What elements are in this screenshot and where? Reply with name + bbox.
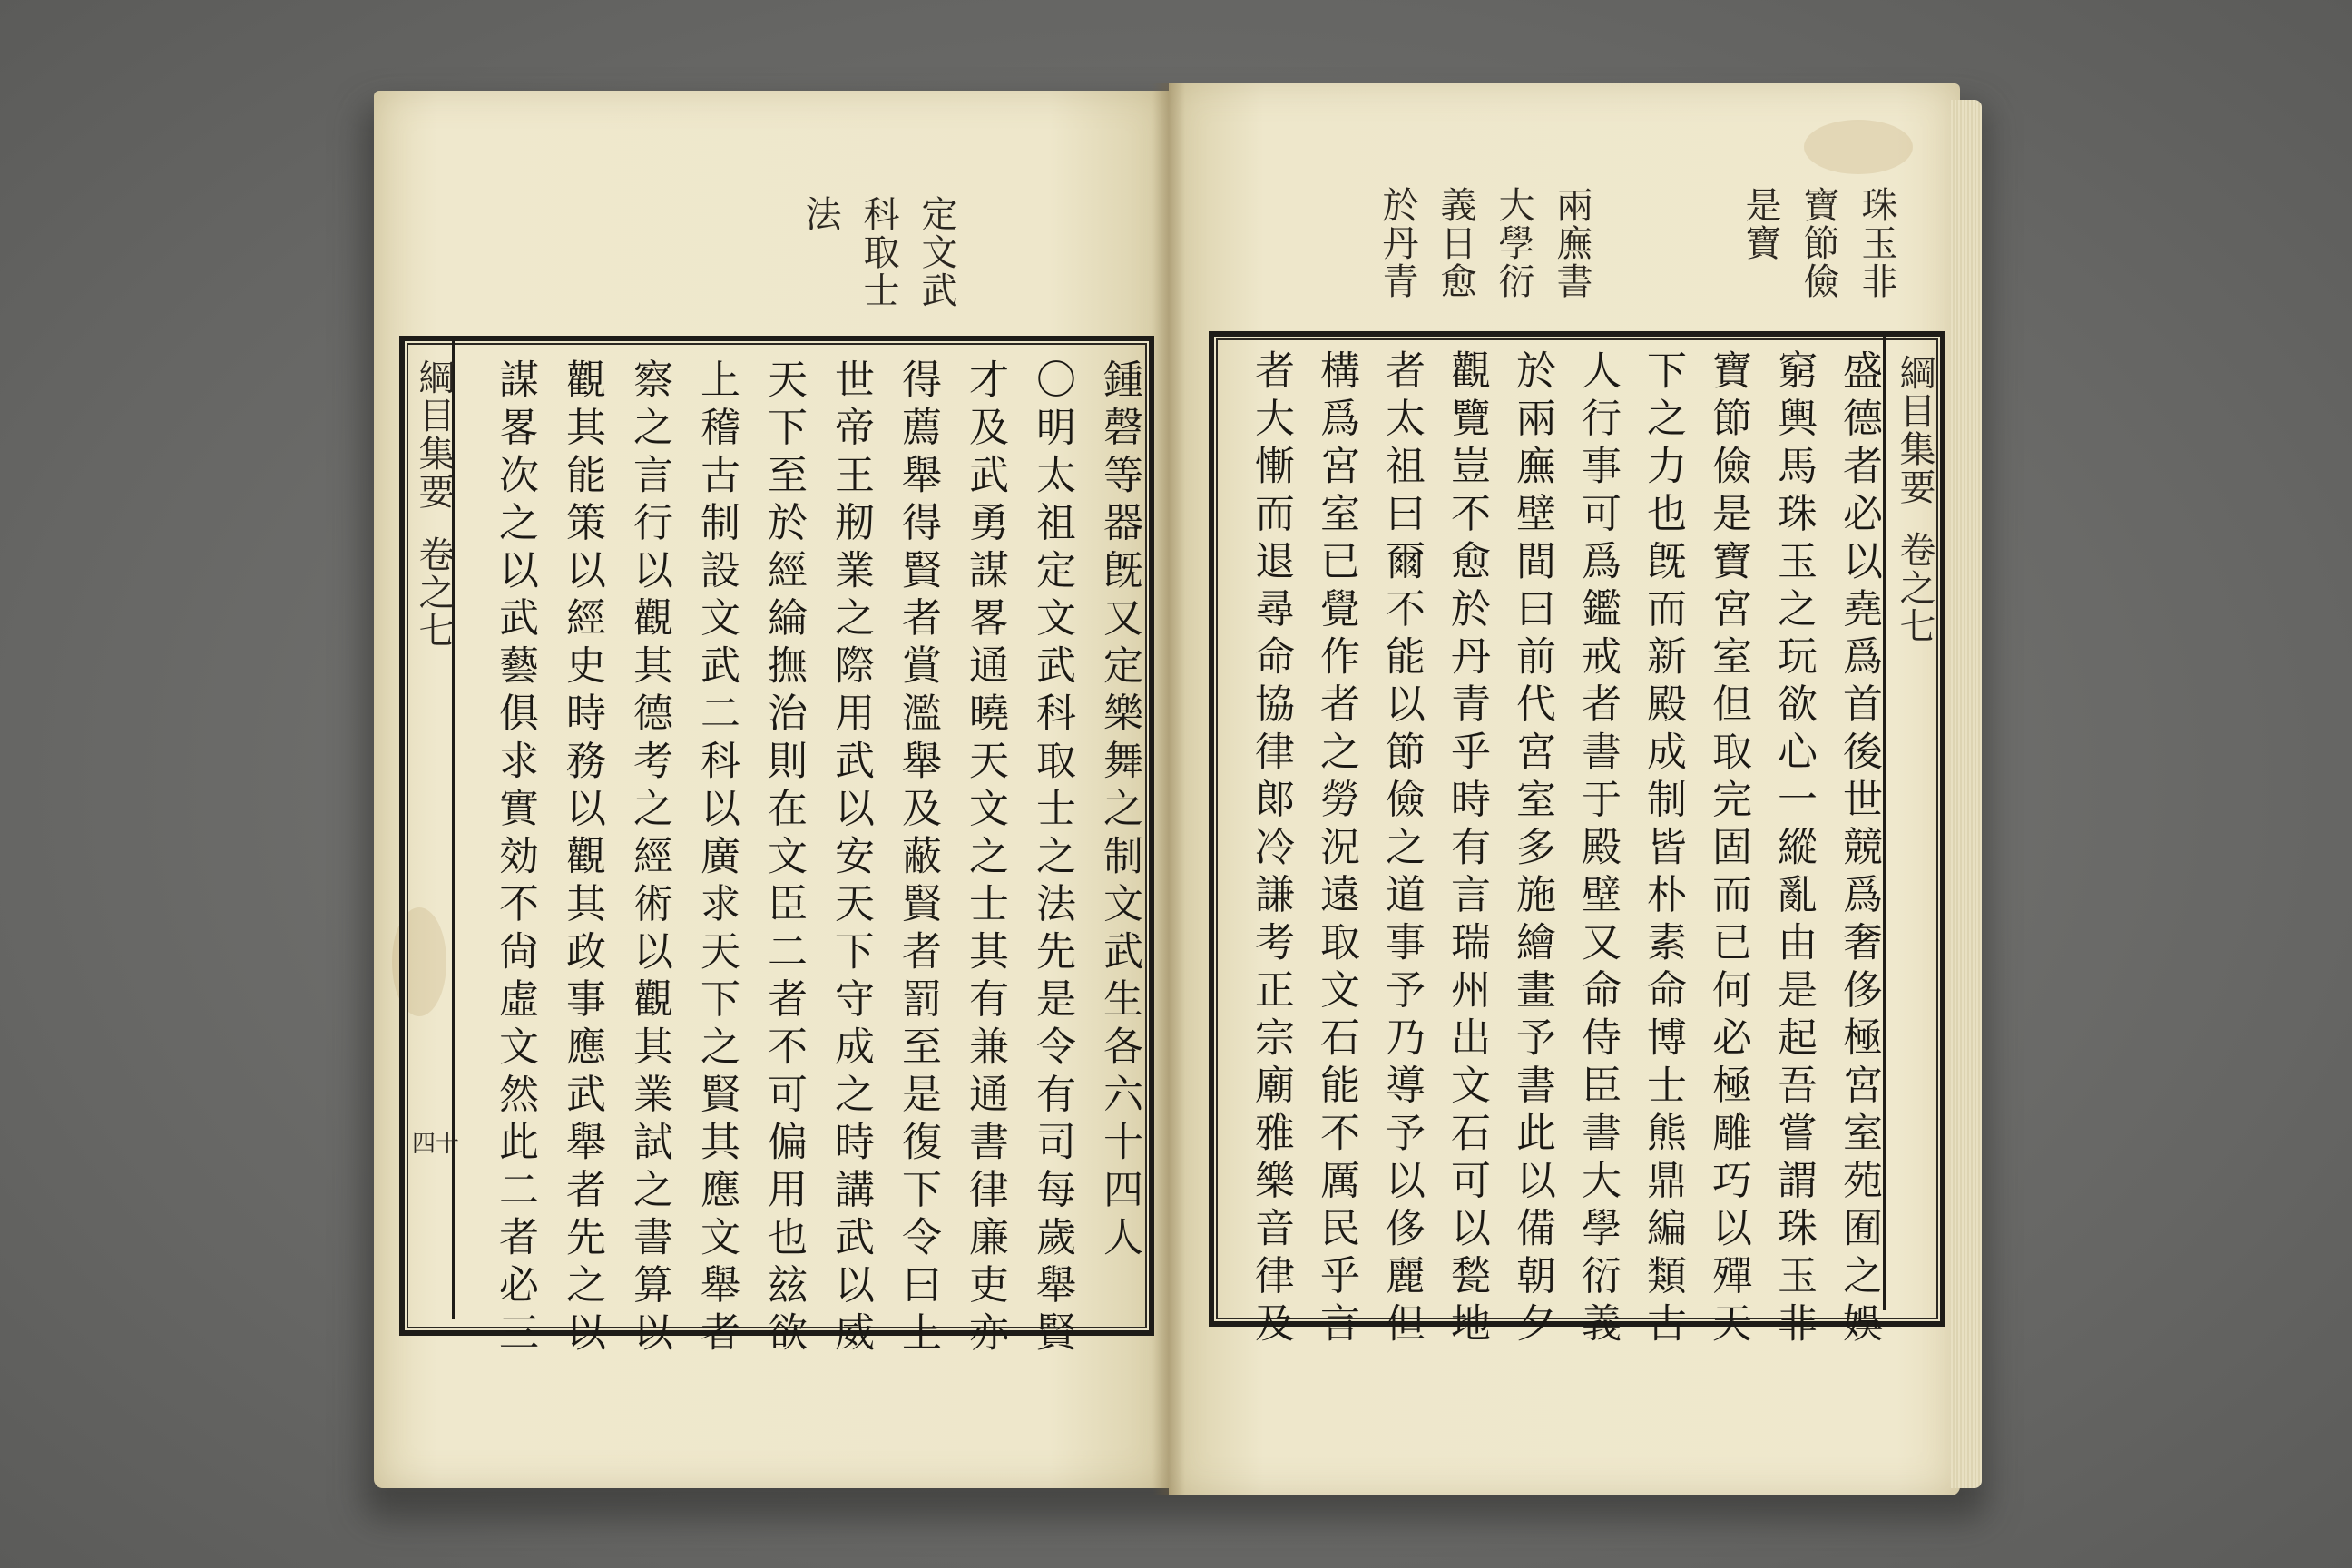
- paper-stain: [1804, 120, 1913, 174]
- text-column: 察之言行以觀其德考之經術以觀其業試之書算以: [626, 358, 672, 1359]
- right-margin-note-line-6: 義日愈: [1435, 186, 1476, 300]
- text-column: 觀其能策以經史時務以觀其政事應武舉者先之以: [559, 358, 605, 1359]
- text-column: 世帝王剏業之際用武以安天下守成之時講武以威: [828, 358, 874, 1359]
- text-column: 上稽古制設文武二科以廣求天下之賢其應文舉者: [693, 358, 740, 1359]
- text-column: 人行事可爲鑑戒者書于殿壁又命侍臣書大學衍義: [1574, 349, 1621, 1350]
- left-banxin-title: 綱目集要: [413, 358, 455, 511]
- right-margin-note-line-3: 是寶: [1740, 186, 1781, 262]
- book-gutter: [1152, 83, 1185, 1495]
- right-margin-note-line-1: 珠玉非: [1856, 186, 1897, 300]
- text-column: 寶節儉是寶宮室但取完固而已何必極雕巧以殫天: [1705, 349, 1751, 1350]
- right-margin-note-line-5: 大學衍: [1493, 186, 1534, 300]
- text-column: 盛德者必以堯爲首後世競爲奢侈極宮室苑囿之娛: [1836, 349, 1882, 1350]
- text-column: 天下至於經綸撫治則在文臣二者不可偏用也玆欲: [760, 358, 807, 1359]
- left-banxin-volume: 卷之七: [413, 535, 455, 650]
- right-banxin-title: 綱目集要: [1894, 354, 1936, 506]
- text-column: 於兩廡壁間曰前代宮室多施繪畫予書此以備朝夕: [1509, 349, 1555, 1350]
- left-margin-note-line-1: 定文武: [916, 195, 957, 309]
- right-banxin-rule: [1883, 337, 1886, 1310]
- text-column: 觀覽豈不愈於丹青乎時有言瑞州出文石可以甃地: [1444, 349, 1490, 1350]
- text-column: 才及武勇謀畧通曉天文之士其有兼通書律廉吏亦: [962, 358, 1008, 1359]
- text-column: 鍾磬等器旣又定樂舞之制文武生各六十四人: [1096, 358, 1142, 1264]
- left-page-number: 四十: [412, 1131, 460, 1158]
- right-margin-note-line-4: 兩廡書: [1551, 186, 1592, 300]
- text-column: 得薦舉得賢者賞濫舉及蔽賢者罰至是復下令曰上: [895, 358, 941, 1359]
- text-column: 窮輿馬珠玉之玩欲心一縱亂由是起吾嘗謂珠玉非: [1770, 349, 1817, 1350]
- text-column: 者太祖曰爾不能以節儉之道事予乃導予以侈麗但: [1378, 349, 1425, 1350]
- left-margin-note-line-3: 法: [799, 195, 841, 233]
- text-column: 者大慚而退尋命協律郞冷謙考正宗廟雅樂音律及: [1248, 349, 1294, 1350]
- right-margin-note-line-7: 於丹青: [1377, 186, 1418, 300]
- text-column: 謀畧次之以武藝俱求實効不尙虛文然此二者必三: [492, 358, 538, 1359]
- right-banxin-volume: 卷之七: [1894, 531, 1936, 645]
- text-column: 下之力也旣而新殿成制皆朴素命博士熊鼎編類古: [1640, 349, 1686, 1350]
- right-margin-note-line-2: 寶節儉: [1798, 186, 1839, 300]
- left-margin-note-line-2: 科取士: [858, 195, 899, 309]
- text-column: 構爲宮室已覺作者之勞況遠取文石能不厲民乎言: [1313, 349, 1359, 1350]
- text-column: 〇明太祖定文武科取士之法先是令有司每歲舉賢: [1029, 358, 1075, 1359]
- page-edges: [1951, 100, 1982, 1488]
